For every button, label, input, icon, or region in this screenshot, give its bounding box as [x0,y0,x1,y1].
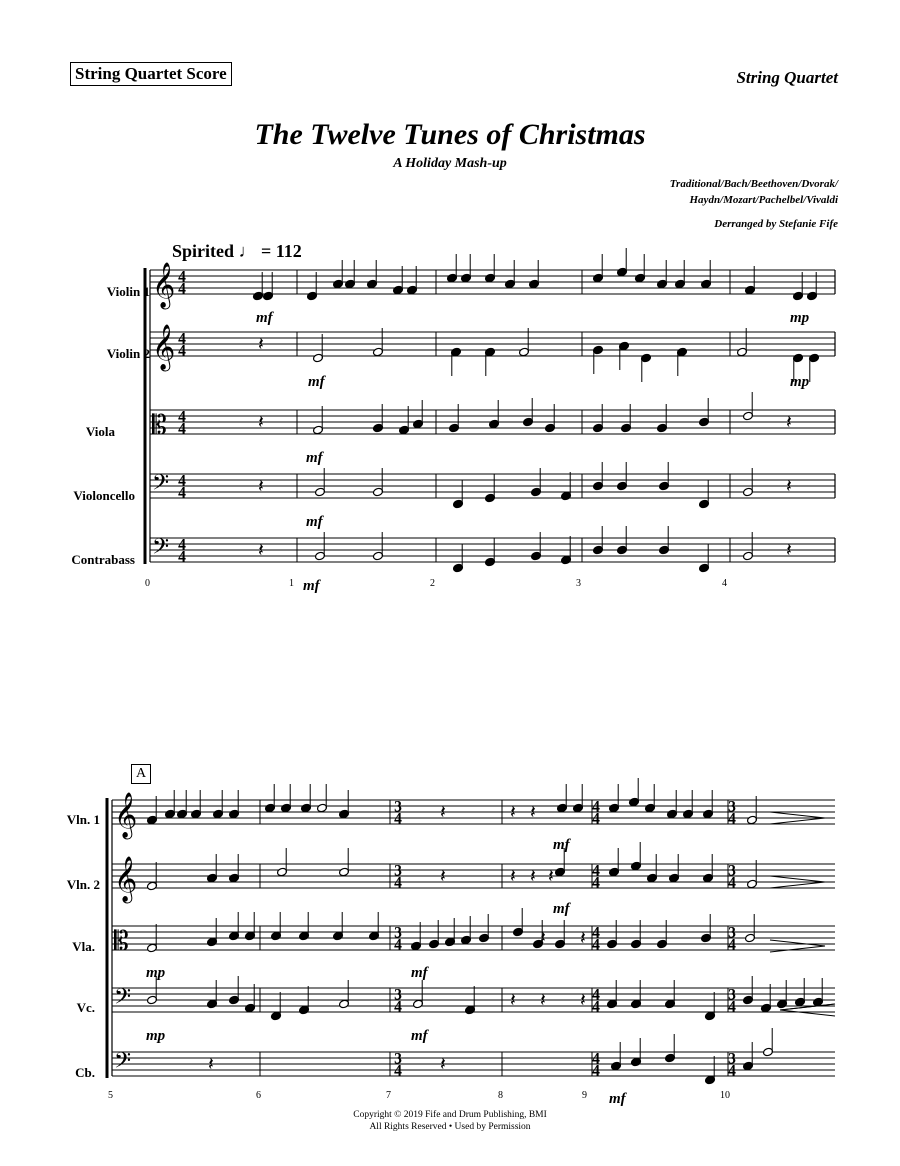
time-signature-numerator: 4 [592,924,600,942]
bass-clef-icon: 𝄢 [114,983,131,1014]
instrument-label: Vla. [72,939,95,954]
measure-number: 5 [108,1090,113,1101]
time-signature-denominator: 4 [178,342,186,360]
quarter-rest-icon: 𝄽 [440,866,446,887]
system-1 [145,248,835,594]
quarter-rest-icon: 𝄽 [258,476,264,497]
measure-number: 3 [576,578,581,589]
time-signature-numerator: 4 [592,1050,600,1068]
dynamic-marking: mf [609,1091,626,1107]
dynamic-marking: mf [306,514,323,530]
time-signature-numerator: 4 [178,408,186,426]
time-signature-numerator: 4 [592,798,600,816]
measure-number: 0 [145,578,150,589]
quarter-rest-icon: 𝄽 [510,990,516,1011]
quarter-rest-icon: 𝄽 [786,540,792,561]
rehearsal-mark: A [131,764,151,784]
hairpin-decrescendo [770,876,825,882]
hairpin-decrescendo [770,940,825,946]
time-signature-numerator: 3 [394,798,402,816]
bass-clef-icon: 𝄢 [152,469,169,500]
time-signature-numerator: 3 [394,1050,402,1068]
ensemble-label: String Quartet [736,68,838,87]
measure-number: 10 [720,1090,730,1101]
composers-line-1: Traditional/Bach/Beethoven/Dvorak/ [669,178,838,190]
time-signature-denominator: 4 [394,1062,402,1080]
time-signature-denominator: 4 [728,874,736,892]
page-subtitle: A Holiday Mash-up [393,156,507,171]
dynamic-marking: mf [306,450,323,466]
instrument-label: Viola [85,424,115,439]
tempo-text: Spirited [172,241,235,261]
treble-clef-icon: 𝄞 [114,793,138,838]
dynamic-marking: mf [411,965,428,981]
time-signature-denominator: 4 [394,810,402,828]
measure-number: 1 [289,578,294,589]
time-signature-numerator: 4 [178,268,186,286]
time-signature-numerator: 4 [178,536,186,554]
time-signature-denominator: 4 [728,1062,736,1080]
quarter-rest-icon: 𝄽 [786,412,792,433]
time-signature-numerator: 3 [728,986,736,1004]
instrument-label: Violin 2 [106,346,150,361]
measure-number: 9 [582,1090,587,1101]
dynamic-marking: mp [790,310,810,326]
quarter-rest-icon: 𝄽 [258,412,264,433]
hairpin-decrescendo [770,818,825,824]
dynamic-marking: mf [411,1028,428,1044]
dynamic-marking: mf [553,837,570,853]
time-signature-denominator: 4 [178,280,186,298]
time-signature-denominator: 4 [394,936,402,954]
time-signature-denominator: 4 [394,874,402,892]
time-signature-denominator: 4 [394,998,402,1016]
bass-clef-icon: 𝄢 [114,1047,131,1078]
time-signature-denominator: 4 [728,998,736,1016]
treble-clef-icon: 𝄞 [152,325,176,370]
dynamic-marking: mf [303,578,320,594]
quarter-rest-icon: 𝄽 [548,866,554,887]
alto-clef-icon: 𝄡 [152,410,167,440]
quarter-rest-icon: 𝄽 [580,928,586,949]
dynamic-marking: mf [308,374,325,390]
time-signature-numerator: 3 [394,862,402,880]
dynamic-marking: mp [146,1028,166,1044]
hairpin-decrescendo [770,946,825,952]
alto-clef-icon: 𝄡 [114,926,129,956]
hairpin-decrescendo [770,812,825,818]
treble-clef-icon: 𝄞 [114,857,138,902]
quarter-rest-icon: 𝄽 [580,990,586,1011]
time-signature-numerator: 3 [728,1050,736,1068]
time-signature-denominator: 4 [592,1062,600,1080]
time-signature-numerator: 4 [592,986,600,1004]
time-signature-numerator: 3 [728,798,736,816]
quarter-rest-icon: 𝄽 [530,802,536,823]
instrument-label: Vc. [76,1000,95,1015]
time-signature-denominator: 4 [178,420,186,438]
time-signature-numerator: 4 [178,472,186,490]
copyright-line-1: Copyright © 2019 Fife and Drum Publishing, BMI [353,1110,547,1120]
bass-clef-icon: 𝄢 [152,533,169,564]
instrument-label: Contrabass [71,552,135,567]
instrument-label: Vln. 1 [66,812,100,827]
dynamic-marking: mf [256,310,273,326]
instrument-label: Violoncello [73,488,135,503]
time-signature-numerator: 3 [394,986,402,1004]
time-signature-denominator: 4 [592,998,600,1016]
time-signature-denominator: 4 [592,874,600,892]
time-signature-denominator: 4 [728,810,736,828]
quarter-rest-icon: 𝄽 [540,990,546,1011]
tempo-bpm: = 112 [261,241,302,261]
treble-clef-icon: 𝄞 [152,263,176,308]
hairpin-crescendo [780,1010,835,1016]
quarter-rest-icon: 𝄽 [786,476,792,497]
hairpin-decrescendo [770,882,825,888]
time-signature-numerator: 4 [178,330,186,348]
quarter-rest-icon: 𝄽 [258,334,264,355]
measure-number: 6 [256,1090,261,1101]
time-signature-denominator: 4 [592,936,600,954]
measure-number: 4 [722,578,727,589]
time-signature-denominator: 4 [728,936,736,954]
quarter-rest-icon: 𝄽 [510,802,516,823]
quarter-rest-icon: 𝄽 [208,1054,214,1075]
time-signature-numerator: 3 [394,924,402,942]
quarter-rest-icon: 𝄽 [440,1054,446,1075]
time-signature-numerator: 3 [728,862,736,880]
dynamic-marking: mp [790,374,810,390]
system-2 [107,778,835,1107]
dynamic-marking: mf [553,901,570,917]
instrument-label: Vln. 2 [66,877,100,892]
quarter-rest-icon: 𝄽 [258,540,264,561]
page-title: The Twelve Tunes of Christmas [254,118,646,151]
quarter-rest-icon: 𝄽 [510,866,516,887]
instrument-label: Violin 1 [106,284,150,299]
measure-number: 7 [386,1090,391,1101]
measure-number: 8 [498,1090,503,1101]
time-signature-numerator: 4 [592,862,600,880]
quarter-rest-icon: 𝄽 [530,866,536,887]
score-label: String Quartet Score [70,62,232,86]
time-signature-numerator: 3 [728,924,736,942]
measure-number: 2 [430,578,435,589]
dynamic-marking: mp [146,965,166,981]
copyright-line-2: All Rights Reserved • Used by Permission [369,1122,531,1132]
quarter-rest-icon: 𝄽 [440,802,446,823]
arranger-credit: Derranged by Stefanie Fife [714,218,838,230]
time-signature-denominator: 4 [178,484,186,502]
hairpin-crescendo [780,1004,835,1010]
quarter-rest-icon: 𝄽 [540,928,546,949]
time-signature-denominator: 4 [178,548,186,566]
composers-line-2: Haydn/Mozart/Pachelbel/Vivaldi [689,194,838,206]
quarter-note-icon: ♩ [238,241,257,261]
time-signature-denominator: 4 [592,810,600,828]
instrument-label: Cb. [75,1065,95,1080]
